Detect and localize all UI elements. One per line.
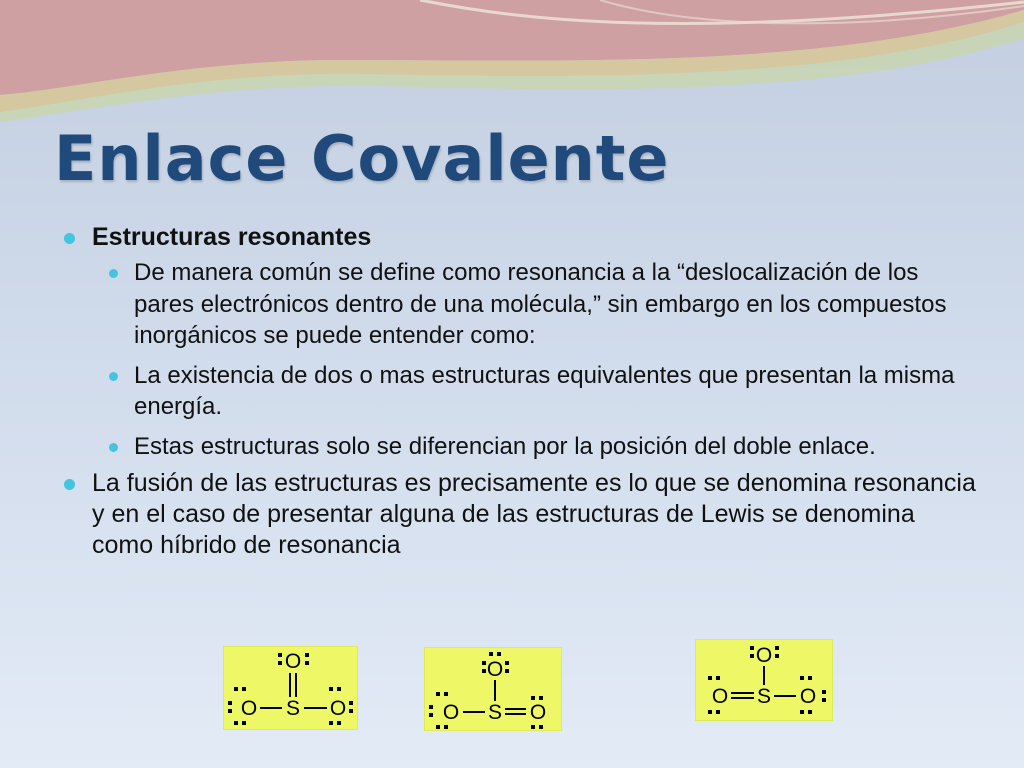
atom-right: O — [799, 685, 817, 708]
sub-bullet-text: De manera común se define como resonancia a la “deslocalización de los pares electrónicos dentro de una molécula,” sin embargo en los compuestos inorgánicos se puede entender como: — [134, 259, 947, 349]
atom-left: O — [240, 697, 258, 720]
bullet-text: Estructuras resonantes — [92, 223, 372, 251]
lewis-structure-2 — [425, 648, 561, 730]
atom-center: S — [285, 697, 301, 720]
atom-right: O — [529, 701, 547, 724]
atom-right: O — [329, 697, 347, 720]
bullet-text: La fusión de las estructuras es precisamente es lo que se denomina resonancia y en el caso de presentar alguna de las estructuras de Lewis se denomina como híbrido de resonancia — [92, 469, 976, 559]
sub-bullet-definition — [62, 257, 982, 352]
bullet-dot-icon — [109, 372, 118, 381]
atom-left: O — [442, 701, 460, 724]
sub-bullet-equivalent-structures — [62, 360, 982, 423]
decorative-header-waves — [0, 0, 1024, 130]
bullet-dot-icon — [64, 233, 75, 244]
atom-top: O — [284, 650, 302, 673]
atom-center: S — [487, 701, 503, 724]
atom-center: S — [756, 685, 772, 708]
lewis-structure-3 — [696, 640, 832, 720]
slide-content — [62, 222, 982, 561]
sub-bullet-text: Estas estructuras solo se diferencian por la posición del doble enlace. — [134, 432, 876, 460]
bullet-dot-icon — [64, 479, 75, 490]
sub-bullet-text: La existencia de dos o mas estructuras equivalentes que presentan la misma energía. — [134, 361, 955, 420]
bullet-estructuras-resonantes — [62, 222, 982, 253]
atom-top: O — [755, 644, 773, 667]
bullet-dot-icon — [109, 269, 118, 278]
lewis-structure-1 — [224, 647, 357, 729]
bullet-dot-icon — [109, 443, 118, 452]
sub-bullet-double-bond-position — [62, 431, 982, 463]
slide-title: Enlace Covalente — [54, 122, 670, 195]
bullet-fusion — [62, 468, 982, 561]
atom-top: O — [486, 658, 504, 681]
atom-left: O — [711, 685, 729, 708]
